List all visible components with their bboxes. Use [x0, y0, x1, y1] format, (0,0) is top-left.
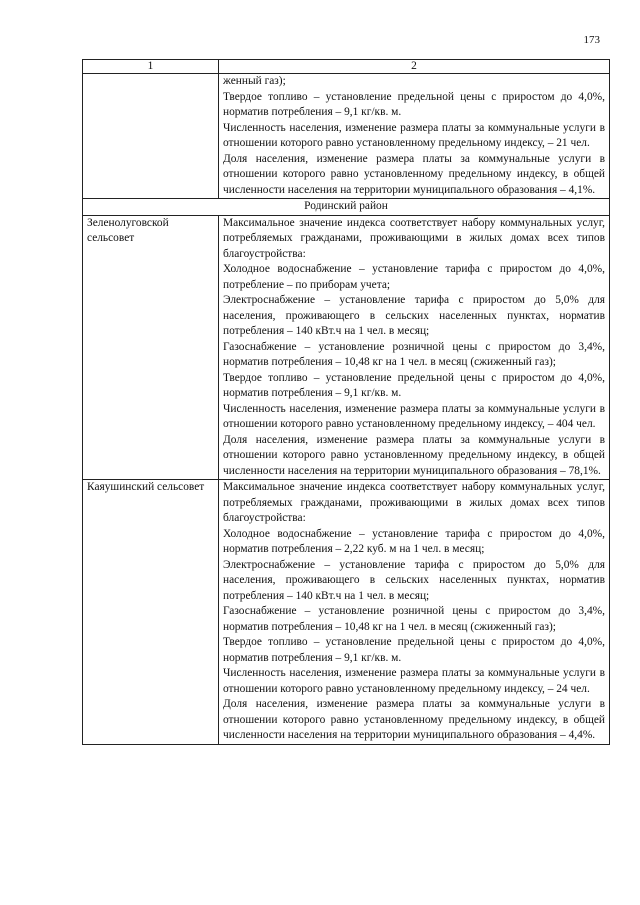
paragraph: Газоснабжение – установление розничной цены с приростом до 3,4%, норматив потребления – 10,48 кг на 1 чел. в месяц (сжиженный газ);	[223, 340, 605, 368]
continuation-text-cell	[219, 74, 610, 199]
paragraph: Электроснабжение – установление тарифа с приростом до 5,0% для населения, проживающего в сельских населенных пунктах, норматив потребления – 140 кВт.ч на 1 чел. в месяц;	[223, 294, 605, 337]
table-row	[83, 215, 610, 480]
paragraph: Максимальное значение индекса соответствует набору коммунальных услуг, потребляемых гражданами, проживающими в жилых домах всех типов благоустройства:	[223, 481, 605, 524]
column-header-2: 2	[219, 60, 610, 74]
tariff-table	[82, 59, 610, 745]
paragraph: Газоснабжение – установление розничной цены с приростом до 3,4%, норматив потребления – 10,48 кг на 1 чел. в месяц (сжиженный газ);	[223, 605, 605, 633]
region-row	[83, 199, 610, 216]
paragraph: женный газ);	[223, 75, 286, 87]
continuation-row	[83, 74, 610, 199]
region-title: Родинский район	[83, 199, 610, 216]
municipality-details	[219, 480, 610, 745]
paragraph: Электроснабжение – установление тарифа с приростом до 5,0% для населения, проживающего в сельских населенных пунктах, норматив потребления – 140 кВт.ч на 1 чел. в месяц;	[223, 558, 605, 602]
table-header-row	[83, 60, 610, 74]
paragraph: Холодное водоснабжение – установление тарифа с приростом до 4,0%, потребление – по приборам учета;	[223, 263, 605, 291]
municipality-name: Зеленолуговской сельсовет	[83, 215, 219, 480]
table-row	[83, 480, 610, 745]
continuation-name-cell	[83, 74, 219, 199]
paragraph: Доля населения, изменение размера платы за коммунальные услуги в отношении которого равно установленному предельному индексу, в общей численности населения на территории муниципального образования – 4,1%.	[223, 152, 605, 196]
paragraph: Численность населения, изменение размера платы за коммунальные услуги в отношении которого равно установленному предельному индексу, – 24 чел.	[223, 667, 605, 695]
paragraph: Холодное водоснабжение – установление тарифа с приростом до 4,0%, норматив потребления – 2,22 куб. м на 1 чел. в месяц;	[223, 527, 605, 555]
paragraph: Доля населения, изменение размера платы за коммунальные услуги в отношении которого равно установленному предельному индексу, в общей численности населения на территории муниципального образования – 4,4%.	[223, 698, 605, 741]
paragraph: Численность населения, изменение размера платы за коммунальные услуги в отношении которого равно установленному предельному индексу, – 404 чел.	[223, 402, 605, 430]
page-number: 173	[583, 34, 600, 46]
municipality-name: Каяушинский сельсовет	[83, 480, 219, 745]
column-header-1: 1	[83, 60, 219, 74]
paragraph: Твердое топливо – установление предельной цены с приростом до 4,0%, норматив потребления – 9,1 кг/кв. м.	[223, 90, 605, 118]
paragraph: Максимальное значение индекса соответствует набору коммунальных услуг, потребляемых гражданами, проживающими в жилых домах всех типов благоустройства:	[223, 216, 605, 260]
paragraph: Твердое топливо – установление предельной цены с приростом до 4,0%, норматив потребления – 9,1 кг/кв. м.	[223, 636, 605, 664]
paragraph: Численность населения, изменение размера платы за коммунальные услуги в отношении которого равно установленному предельному индексу, – 21 чел.	[223, 121, 605, 149]
paragraph: Твердое топливо – установление предельной цены с приростом до 4,0%, норматив потребления – 9,1 кг/кв. м.	[223, 371, 605, 399]
municipality-details	[219, 215, 610, 480]
paragraph: Доля населения, изменение размера платы за коммунальные услуги в отношении которого равно установленному предельному индексу, в общей численности населения на территории муниципального образования – 78,1%.	[223, 433, 605, 477]
